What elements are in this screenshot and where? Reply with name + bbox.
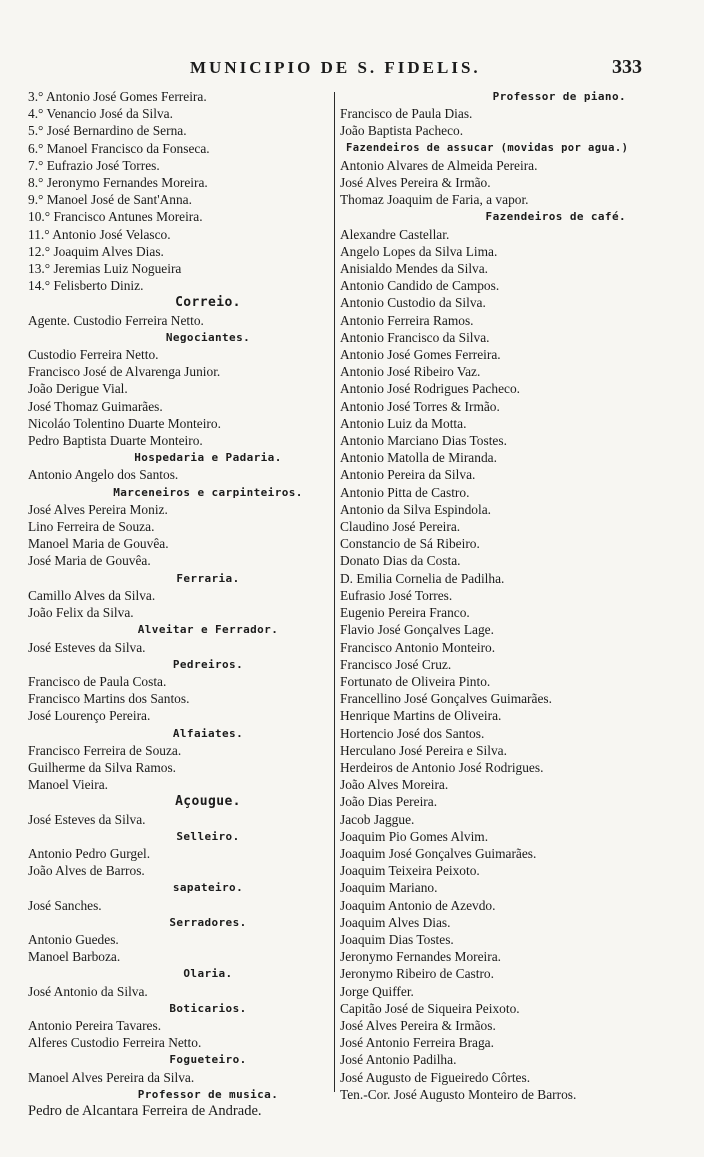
section-heading: Fazendeiros de assucar (movidas por agua.) (346, 141, 629, 154)
list-item: Agente. Custodio Ferreira Netto. (28, 312, 204, 328)
list-item: Antonio Francisco da Silva. (340, 329, 490, 345)
list-item: João Baptista Pacheco. (340, 123, 464, 139)
list-item: Donato Dias da Costa. (340, 553, 461, 569)
list-item: D. Emilia Cornelia de Padilha. (340, 570, 505, 586)
section-heading: Marceneiros e carpinteiros. (113, 485, 303, 499)
list-item: Antonio Pitta de Castro. (340, 484, 470, 500)
list-item: Thomaz Joaquim de Faria, a vapor. (340, 192, 529, 208)
section-heading: Professor de piano. (492, 90, 626, 103)
list-item: Claudino José Pereira. (340, 519, 461, 535)
list-item: José Antonio Ferreira Braga. (340, 1035, 494, 1051)
list-item: Capitão José de Siqueira Peixoto. (340, 1000, 520, 1016)
section-heading: Correio. (175, 295, 241, 311)
list-item: Francellino José Gonçalves Guimarães. (340, 691, 552, 707)
section-heading: Ferraria. (176, 571, 240, 585)
list-item: Alexandre Castellar. (340, 226, 450, 242)
list-item: Herculano José Pereira e Silva. (340, 742, 507, 758)
list-item: Manoel Vieira. (28, 777, 109, 793)
list-item: Antonio Angelo dos Santos. (28, 467, 179, 483)
list-item: Jacob Jaggue. (340, 811, 415, 827)
column-divider (334, 92, 335, 1092)
section-heading: Fogueteiro. (169, 1053, 247, 1067)
section-heading: Serradores. (169, 915, 247, 929)
section-heading: Açougue. (175, 794, 241, 810)
page-header (0, 58, 704, 82)
list-item: Antonio Pedro Gurgel. (28, 845, 151, 861)
list-item: Antonio Matolla de Miranda. (340, 450, 497, 466)
list-item: Francisco de Paula Costa. (28, 673, 167, 689)
list-item: Henrique Martins de Oliveira. (340, 708, 502, 724)
list-item: João Alves Moreira. (340, 777, 449, 793)
list-item: Joaquim José Gonçalves Guimarães. (340, 845, 537, 861)
list-item: Angelo Lopes da Silva Lima. (340, 243, 498, 259)
list-item: Nicoláo Tolentino Duarte Monteiro. (28, 415, 221, 431)
list-item: Antonio da Silva Espindola. (340, 501, 492, 517)
section-heading: Fazendeiros de café. (485, 210, 626, 224)
list-item: Antonio Luiz da Motta. (340, 415, 467, 431)
list-item: Lino Ferreira de Souza. (28, 519, 155, 535)
list-item: José Augusto de Figueiredo Côrtes. (340, 1069, 531, 1085)
list-item: João Alves de Barros. (28, 863, 145, 879)
list-item: Antonio Ferreira Ramos. (340, 312, 474, 328)
list-item: Alferes Custodio Ferreira Netto. (28, 1035, 202, 1051)
list-item: José Maria de Gouvêa. (28, 553, 151, 569)
list-item: Francisco Ferreira de Souza. (28, 742, 182, 758)
list-item: José Esteves da Silva. (28, 639, 146, 655)
page-title: MUNICIPIO DE S. FIDELIS. (190, 58, 481, 77)
list-item: Manoel Maria de Gouvêa. (28, 536, 169, 552)
list-item: Jeronymo Ribeiro de Castro. (340, 966, 494, 982)
list-item: Joaquim Dias Tostes. (340, 931, 454, 947)
list-item: 3.° Antonio José Gomes Ferreira. (28, 89, 207, 104)
list-item: Antonio Marciano Dias Tostes. (340, 433, 507, 449)
list-item: 12.° Joaquim Alves Dias. (28, 243, 164, 259)
list-item: Manoel Barboza. (28, 949, 121, 965)
list-item: 14.° Felisberto Diniz. (28, 278, 144, 294)
list-item: Joaquim Antonio de Azevdo. (340, 897, 496, 913)
list-item: 6.° Manoel Francisco da Fonseca. (28, 140, 210, 156)
right-column (340, 88, 670, 1103)
section-heading: Hospedaria e Padaria. (134, 451, 282, 465)
list-item: José Alves Pereira Moniz. (28, 501, 168, 517)
section-heading: Alveitar e Ferrador. (137, 623, 279, 637)
left-column (28, 88, 328, 1120)
list-item: 8.° Jeronymo Fernandes Moreira. (28, 175, 208, 191)
list-item: João Derigue Vial. (28, 381, 128, 397)
section-heading: Olaria. (183, 967, 233, 981)
list-item: Joaquim Pio Gomes Alvim. (340, 828, 489, 844)
list-item: Antonio Pereira Tavares. (28, 1017, 162, 1033)
list-item: Antonio José Torres & Irmão. (340, 398, 500, 414)
list-item: Herdeiros de Antonio José Rodrigues. (340, 759, 544, 775)
list-item: Guilherme da Silva Ramos. (28, 759, 177, 775)
list-item: Antonio José Ribeiro Vaz. (340, 364, 481, 380)
list-item: Antonio Guedes. (28, 931, 119, 947)
list-item: Anisialdo Mendes da Silva. (340, 261, 489, 277)
list-item: José Antonio da Silva. (28, 983, 148, 999)
list-item: 5.° José Bernardino de Serna. (28, 123, 187, 139)
list-item: Francisco de Paula Dias. (340, 106, 473, 122)
list-item: Antonio Candido de Campos. (340, 278, 500, 294)
list-item: Joaquim Mariano. (340, 880, 438, 896)
list-item: 13.° Jeremias Luiz Nogueira (28, 261, 182, 277)
list-item: João Felix da Silva. (28, 605, 134, 621)
list-item: 10.° Francisco Antunes Moreira. (28, 209, 203, 225)
list-item: 4.° Venancio José da Silva. (28, 106, 173, 122)
list-item: José Alves Pereira & Irmãos. (340, 1017, 496, 1033)
list-item: Antonio José Gomes Ferreira. (340, 347, 501, 363)
list-item: Ten.-Cor. José Augusto Monteiro de Barros. (340, 1086, 577, 1102)
list-item: José Thomaz Guimarães. (28, 398, 163, 414)
list-item: Joaquim Teixeira Peixoto. (340, 863, 480, 879)
list-item: Antonio Pereira da Silva. (340, 467, 476, 483)
section-heading: Boticarios. (169, 1001, 247, 1015)
list-item: José Alves Pereira & Irmão. (340, 175, 491, 191)
list-item: Manoel Alves Pereira da Silva. (28, 1069, 195, 1085)
list-item: Fortunato de Oliveira Pinto. (340, 673, 491, 689)
list-item: Camillo Alves da Silva. (28, 587, 156, 603)
list-item: Antonio Custodio da Silva. (340, 295, 486, 311)
section-heading: Selleiro. (176, 829, 240, 843)
list-item: Jeronymo Fernandes Moreira. (340, 949, 502, 965)
list-item: Francisco Antonio Monteiro. (340, 639, 496, 655)
list-item: José Lourenço Pereira. (28, 708, 151, 724)
list-item: José Esteves da Silva. (28, 811, 146, 827)
list-item: 7.° Eufrazio José Torres. (28, 157, 160, 173)
list-item: Antonio Alvares de Almeida Pereira. (340, 157, 538, 173)
list-item: José Antonio Padilha. (340, 1052, 457, 1068)
list-item: José Sanches. (28, 897, 102, 913)
list-item: Eugenio Pereira Franco. (340, 605, 470, 621)
list-item: Joaquim Alves Dias. (340, 914, 451, 930)
list-item: Francisco Martins dos Santos. (28, 691, 190, 707)
list-item: Jorge Quiffer. (340, 983, 414, 999)
list-item: Antonio José Rodrigues Pacheco. (340, 381, 521, 397)
list-item: 9.° Manoel José de Sant'Anna. (28, 192, 192, 208)
list-item: Custodio Ferreira Netto. (28, 347, 159, 363)
section-heading: Pedreiros. (172, 657, 244, 671)
list-item: Pedro de Alcantara Ferreira de Andrade. (28, 1102, 262, 1119)
list-item: Constancio de Sá Ribeiro. (340, 536, 480, 552)
section-heading: Professor de musica. (137, 1087, 279, 1101)
list-item: Hortencio José dos Santos. (340, 725, 485, 741)
section-heading: Negociantes. (165, 330, 251, 344)
list-item: João Dias Pereira. (340, 794, 438, 810)
section-heading: sapateiro. (172, 881, 244, 895)
list-item: Pedro Baptista Duarte Monteiro. (28, 433, 203, 449)
list-item: Flavio José Gonçalves Lage. (340, 622, 494, 638)
list-item: 11.° Antonio José Velasco. (28, 226, 171, 242)
section-heading: Alfaiates. (172, 726, 244, 740)
list-item: Francisco José Cruz. (340, 656, 452, 672)
list-item: Eufrasio José Torres. (340, 587, 453, 603)
page-number: 333 (612, 56, 642, 78)
list-item: Francisco José de Alvarenga Junior. (28, 364, 221, 380)
